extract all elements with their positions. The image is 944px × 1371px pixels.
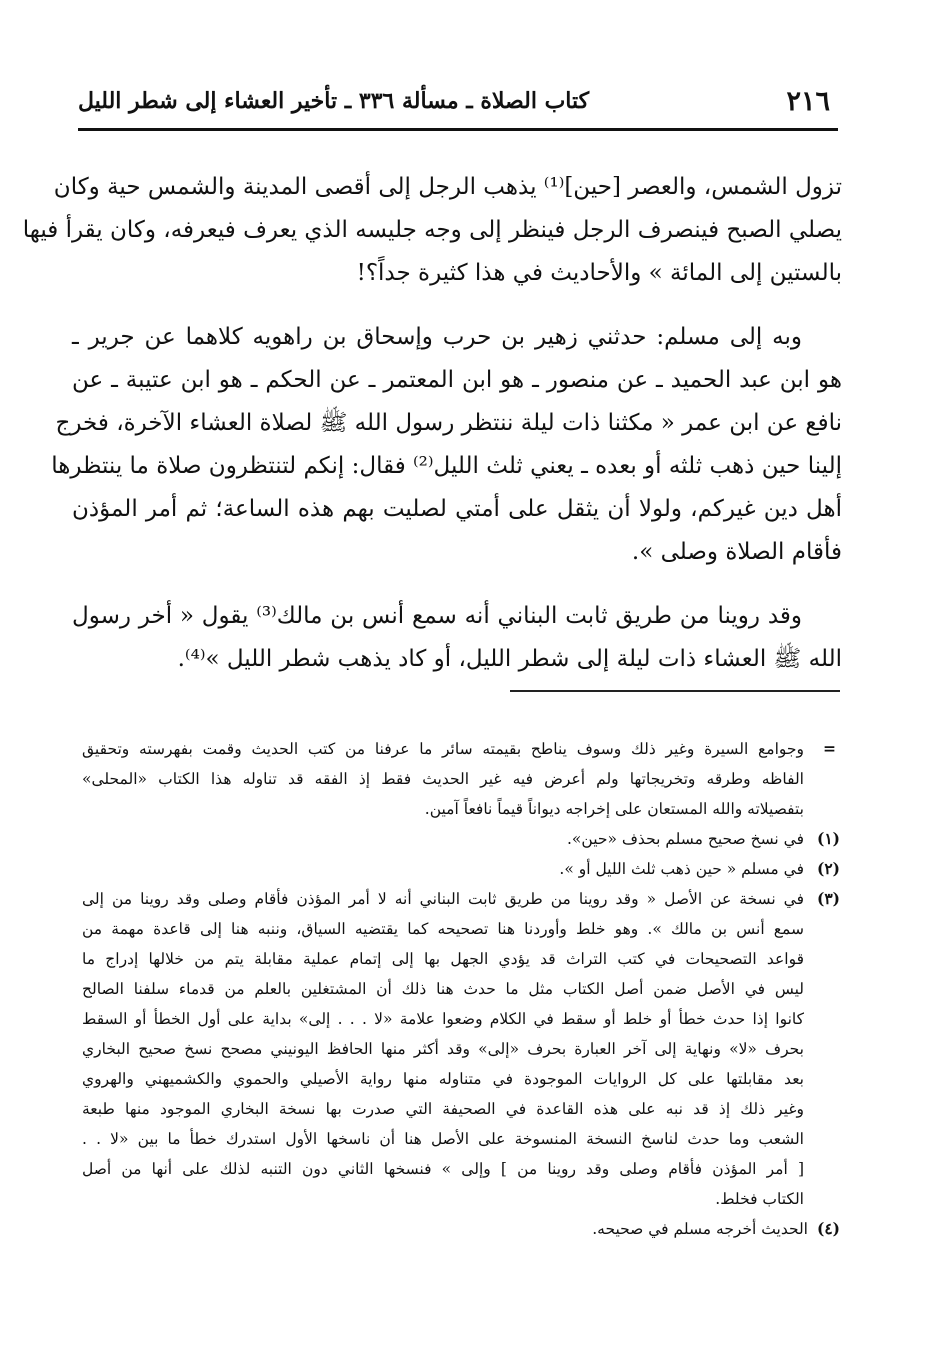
footnote-line: الكتاب فخلط. xyxy=(715,1190,804,1208)
text-line: فأقام الصلاة وصلى ». xyxy=(631,539,842,565)
footnote-line: وجوامع السيرة وغير ذلك وسوف يناطح بقيمته سائر ما عرفنا من كتب الحديث وقمت بفهرسته وتحقيق xyxy=(82,740,804,758)
running-title: كتاب الصلاة ـ مسألة ٣٣٦ ـ تأخير العشاء إلى شطر الليل xyxy=(78,88,590,114)
paragraph xyxy=(22,166,842,295)
footnote-line: سمع أنس بن مالك ». وهو خلط وأوردنا هنا تصحيحه كما يقتضيه السياق، وننبه هنا إلى قاعدة مهمة من xyxy=(82,920,804,938)
text-line: أهل دين غيركم، ولولا أن يثقل على أمتي لصليت بهم هذه الساعة؛ ثم أمر المؤذن xyxy=(72,496,842,522)
text-line: وقد روينا من طريق ثابت البناني أنه سمع أنس بن مالك⁽³⁾ يقول « أخر رسول xyxy=(72,603,802,629)
footnote-2 xyxy=(82,854,840,884)
footnote-line: الشعب وما حدث لناسخ النسخة المنسوخة على الأصل هنا أن ناسخها الأول استدرك خطأ ما بين «لا . . xyxy=(82,1130,804,1148)
footnote-marker: (٢) xyxy=(816,859,840,878)
footnotes xyxy=(82,734,840,1244)
footnote-line: في نسخ صحيح مسلم بحذف «حين». xyxy=(566,830,804,848)
footnote-line: [ أمر المؤذن فأقام وصلى وقد روينا من ] وإلى » فنسخها الثاني دون التنبه لذلك على أنها من أصل xyxy=(82,1160,804,1178)
footnote-line: قواعد التصحيحات في كتب التراث قد يؤدي الجهل بها إلى إتمام عملية مقابلة يتم من خلالها إدراج ما xyxy=(82,950,804,968)
footnote-line: بتفصيلاته والله المستعان على إخراجه ديواناً قيماً نافعاً آمين. xyxy=(424,800,804,818)
header-divider xyxy=(78,128,838,131)
footnote-4 xyxy=(82,1214,840,1244)
footnote-line: الحديث أخرجه مسلم في صحيحه. xyxy=(592,1220,808,1238)
footnote-line: كانوا إذا حدث خطأ أو خلط أو سقط في الكلام وضعوا علامة «لا . . . إلى» بداية على أول الخطأ أو السقط xyxy=(82,1010,804,1028)
main-text xyxy=(22,166,842,681)
footnote-1 xyxy=(82,824,840,854)
page-number: ٢١٦ xyxy=(786,86,830,117)
footnote-line: الفاظه وطرقه وتخريجاتها ولم أعرض فيه غير الحديث فقط إذ الفقه قد تناوله هذا الكتاب «المحلى» xyxy=(82,770,804,788)
text-line: نافع عن ابن عمر « مكثنا ذات ليلة ننتظر رسول الله ﷺ لصلاة العشاء الآخرة، فخرج xyxy=(55,410,842,436)
text-line: بالستين إلى المائة » والأحاديث في هذا كثيرة جداً؟! xyxy=(356,260,842,286)
paragraph xyxy=(72,595,842,681)
footnote-line: في مسلم « حين ذهب ثلث الليل أو ». xyxy=(559,860,804,878)
page-header xyxy=(78,82,834,126)
text-line: الله ﷺ العشاء ذات ليلة إلى شطر الليل، أو كاد يذهب شطر الليل »⁽⁴⁾. xyxy=(177,646,842,672)
footnote-line: ليس في الأصل ضمن أصل الكتاب مثل ما حدث هنا ذلك أن المشتغلين بالعلم من قدماء سلفنا الصالح xyxy=(82,980,804,998)
text-line: وبه إلى مسلم: حدثني زهير بن حرب وإسحاق بن راهويه كلاهما عن جرير ـ xyxy=(72,324,802,350)
text-line: هو ابن عبد الحميد ـ عن منصور ـ هو ابن المعتمر ـ عن الحكم ـ هو ابن عتيبة ـ عن xyxy=(72,367,842,393)
footnote-3 xyxy=(82,884,840,1214)
footnote-line: وغير ذلك إذ قد نبه على هذه القاعدة في الصحيفة التي صدرت بها نسخة البخاري الموجود منها طبعة xyxy=(82,1100,804,1118)
footnote-marker: = xyxy=(823,739,836,758)
text-line: إلينا حين ذهب ثلثه أو بعده ـ يعني ثلث الليل⁽²⁾ فقال: إنكم لتنتظرون صلاة ما ينتظرها xyxy=(51,453,842,479)
text-line: يصلي الصبح فينصرف الرجل فينظر إلى وجه جليسه الذي يعرف فيعرفه، وكان يقرأ فيها xyxy=(22,217,842,243)
paragraph xyxy=(51,316,842,574)
footnote-line: في نسخة عن الأصل « وقد روينا من طريق ثابت البناني أنه لا أمر المؤذن فأقام وصلى وقد روينا من إلى xyxy=(82,890,804,908)
footnote-line: بعد مقابلتها على كل الروايات الموجودة في متناوله منها رواية الأصيلي والحموي والكشميهني والهروي xyxy=(82,1070,804,1088)
footnote-marker: (٤) xyxy=(816,1219,840,1238)
footnote-continuation xyxy=(82,734,840,824)
footnote-marker: (٣) xyxy=(816,889,840,908)
footnote-line: بحرف «لا» ونهاية إلى آخر العبارة بحرف «إلى» وقد أكثر منها الحافظ اليونيني مصحح نسخ صحيح البخاري xyxy=(82,1040,804,1058)
footnote-divider xyxy=(510,690,840,692)
footnote-marker: (١) xyxy=(816,829,840,848)
text-line: تزول الشمس، والعصر [حين]⁽¹⁾ يذهب الرجل إلى أقصى المدينة والشمس حية وكان xyxy=(53,174,842,200)
